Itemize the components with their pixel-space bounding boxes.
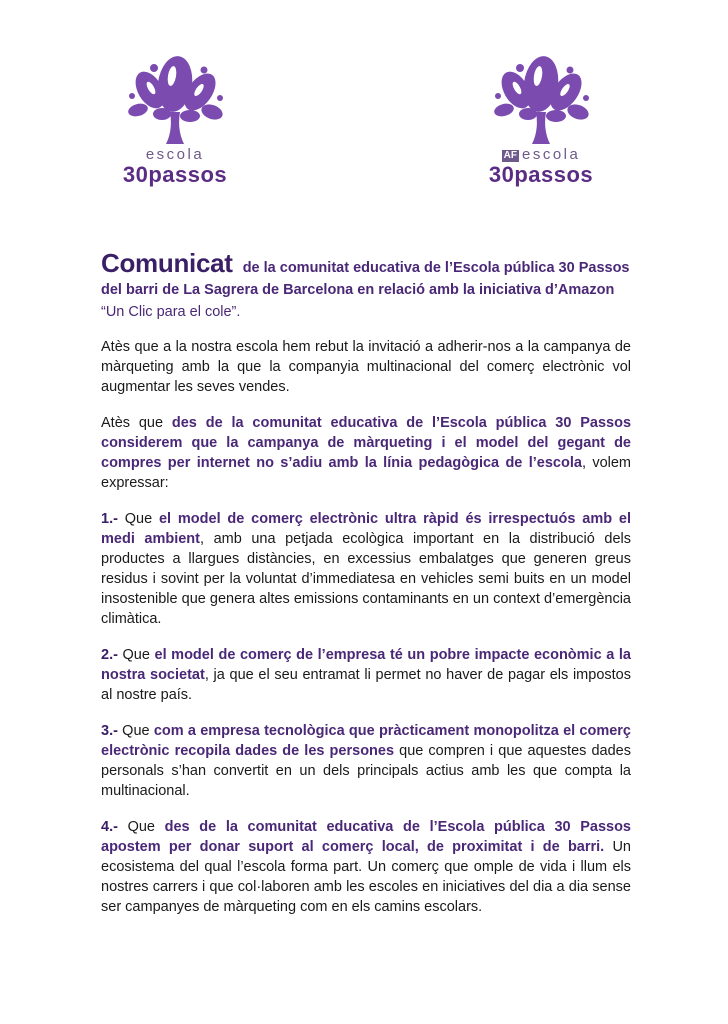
document-body [101, 248, 632, 933]
logo-af-escola-30-passos [481, 52, 601, 202]
logo-escola-text: AF escola [503, 146, 581, 163]
point-3: 3.- Que com a empresa tecnològica que pràcticament monopolitza el comerç electrònic recopila dades de les persones que compren i que aquestes dades personals s’han convertit en un dels principals actius amb les que compta la multinacional. [101, 723, 631, 799]
logo-30passos-text: 30passos [488, 162, 594, 187]
point-4-highlight: des de la comunitat educativa de l’Escola pública 30 Passos apostem per donar suport al comerç local, de proximitat i de barri. [101, 819, 632, 855]
point-1: 1.- Que el model de comerç electrònic ultra ràpid és irrespectuós amb el medi ambient, amb una petjada ecològica important en la distribució dels productes a llargues distàncies, en excessius embalatges que generen greus residus i sovint per la voluntat d’immediatesa en vehicles semi buits en un model insostenible que genera altes emissions contaminants en un context d’emergència climàtica. [101, 511, 631, 627]
intro-text: de la comunitat educativa de l’Escola pública 30 Passos del barri de La Sagrera de Barcelona en relació amb la iniciativa d’Amazon [101, 260, 630, 298]
tree-flower-icon [120, 52, 230, 147]
paragraph-2: Atès que des de la comunitat educativa de l’Escola pública 30 Passos considerem que la campanya de màrqueting i el model del gegant de compres per internet no s’adiu amb la línia pedagògica de l’escola, volem expressar: [101, 415, 632, 491]
logo-escola-text: escola [145, 146, 205, 163]
logo-escola-30-passos [115, 52, 235, 202]
logo-30passos-text: 30passos [122, 162, 228, 187]
point-2: 2.- Que el model de comerç de l’empresa té un pobre impacte econòmic a la nostra societat, ja que el seu entramat li permet no haver de pagar els impostos al nostre país. [101, 647, 631, 703]
intro-quote: “Un Clic para el cole”. [101, 304, 241, 320]
point-1-highlight: el model de comerç electrònic ultra ràpid és irrespectuós amb el medi ambient [101, 511, 631, 547]
af-badge: AF [503, 150, 517, 161]
intro-heading [101, 248, 631, 323]
point-4: 4.- Que des de la comunitat educativa de l’Escola pública 30 Passos apostem per donar suport al comerç local, de proximitat i de barri. Un ecosistema del qual l’escola forma part. Un comerç que omple de vida i llum els nostres carrers i que col·laboren amb les escoles en iniciatives del dia a dia sense ser campanyes de màrqueting com en els camins escolars. [101, 819, 632, 915]
tree-flower-icon [486, 52, 596, 147]
paragraph-2-highlight: des de la comunitat educativa de l’Escola pública 30 Passos considerem que la campanya de màrqueting i el model del gegant de compres per internet no s’adiu amb la línia pedagògica de l’escola [101, 415, 632, 471]
point-3-highlight: com a empresa tecnològica que pràcticament monopolitza el comerç electrònic recopila dades de les persones [101, 723, 631, 759]
document-title: Comunicat [101, 248, 233, 278]
paragraph-1: Atès que a la nostra escola hem rebut la invitació a adherir-nos a la campanya de màrqueting amb la que la companyia multinacional del comerç electrònic vol augmentar les seves vendes. [101, 339, 631, 395]
point-2-highlight: el model de comerç de l’empresa té un pobre impacte econòmic a la nostra societat [101, 647, 631, 683]
